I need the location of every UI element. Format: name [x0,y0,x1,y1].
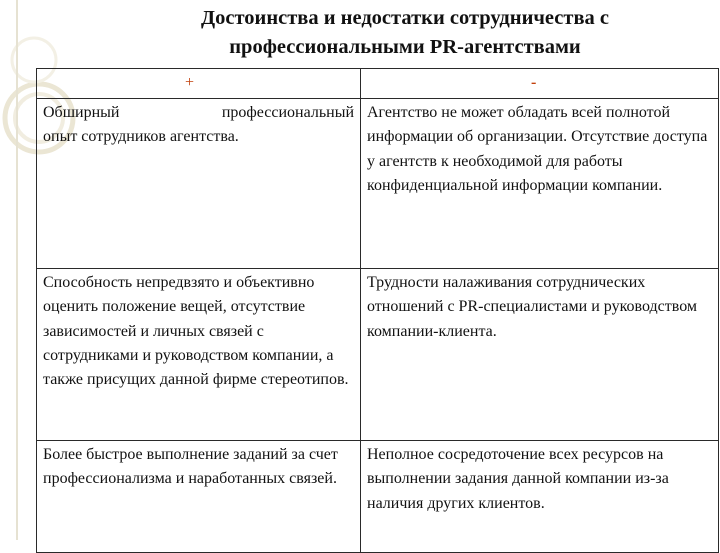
table-row [37,441,719,553]
advantage-cell: Более быстрое выполнение заданий за счет профессионализма и наработанных связей. [37,441,361,553]
header-row [37,69,719,99]
advantage-line: опыт сотрудников агентства. [43,128,239,146]
page-title [100,4,710,62]
left-decorative-rule [16,0,18,540]
advantage-cell [37,99,361,269]
advantage-line: Обширный профессиональный [43,104,354,122]
disadvantage-cell: Агентство не может обладать всей полнотой информации об организации. Отсутствие доступа у агентств к необходимой для работы конфиденциальной информации компании. [361,99,719,269]
disadvantages-header: - [361,69,719,99]
table-row [37,99,719,269]
title-line-1: Достоинства и недостатки сотрудничества с [201,7,609,29]
disadvantage-cell: Трудности налаживания сотруднических отношений с PR-специалистами и руководством компании-клиента. [361,269,719,441]
title-line-2: профессиональными PR-агентствами [229,36,581,58]
advantage-cell: Способность непредвзято и объективно оценить положение вещей, отсутствие зависимостей и личных связей с сотрудниками и руководством компании, а также присущих данной фирме стереотипов. [37,269,361,441]
comparison-table [36,68,719,553]
advantages-header: + [37,69,361,99]
disadvantage-cell: Неполное сосредоточение всех ресурсов на выполнении задания данной компании из-за наличия других клиентов. [361,441,719,553]
table-row [37,269,719,441]
